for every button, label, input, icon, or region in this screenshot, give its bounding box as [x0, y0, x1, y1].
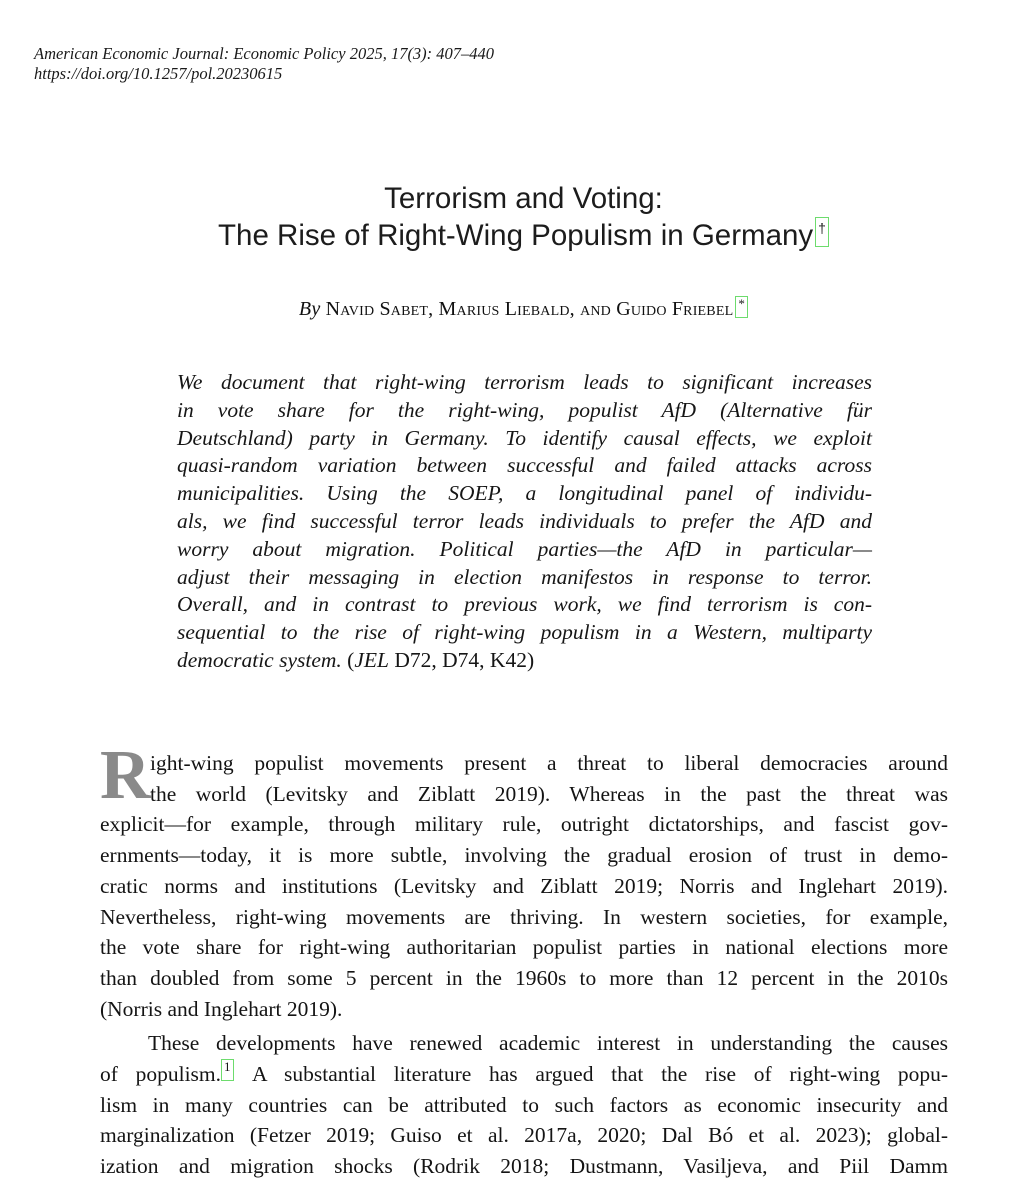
abstract-line: sequential to the rise of right-wing populism in a Western, multiparty: [177, 620, 872, 645]
body-line: explicit—for example, through military rule, outright dictatorships, and fascist gov-: [100, 812, 948, 837]
journal-header: [34, 44, 494, 84]
footnote-1-marker[interactable]: 1: [221, 1059, 234, 1081]
body-line: marginalization (Fetzer 2019; Guiso et al. 2017a, 2020; Dal Bó et al. 2023); global-: [100, 1123, 948, 1148]
abstract-line: Overall, and in contrast to previous work, we find terrorism is con-: [177, 592, 872, 617]
jel-code-list: D72, D74, K42): [394, 647, 535, 672]
body-line: ight-wing populist movements present a threat to liberal democracies around: [150, 751, 948, 775]
jel-codes: [347, 648, 534, 672]
body-line: Nevertheless, right-wing movements are thriving. In western societies, for example,: [100, 904, 948, 929]
body-line-with-footnote: [100, 1059, 948, 1090]
title-line-2: [0, 217, 1023, 254]
body-line: lism in many countries can be attributed to such factors as economic insecurity and: [100, 1092, 948, 1117]
doi-link[interactable]: https://doi.org/10.1257/pol.20230615: [34, 64, 283, 83]
abstract-line: quasi-random variation between successful and failed attacks across: [177, 453, 872, 478]
jel-open-paren: (: [347, 647, 355, 672]
abstract-last-line: [177, 647, 872, 675]
footnote-prefix-text: of populism.: [100, 1062, 222, 1087]
body-text: [100, 737, 948, 1182]
title-line-1: Terrorism and Voting:: [384, 182, 663, 215]
abstract-last-text: democratic system.: [177, 647, 342, 672]
body-line: the world (Levitsky and Ziblatt 2019). Whereas in the past the threat was: [150, 781, 948, 806]
paper-title: [0, 180, 1023, 254]
drop-cap: R: [100, 737, 151, 814]
body-line: cratic norms and institutions (Levitsky and Ziblatt 2019; Norris and Inglehart 2019).: [100, 873, 948, 898]
abstract-line: in vote share for the right-wing, populist AfD (Alternative für: [177, 397, 872, 422]
body-line: than doubled from some 5 percent in the 1960s to more than 12 percent in the 2010s: [100, 965, 948, 990]
author-names: Navid Sabet, Marius Liebald, and Guido Friebel: [325, 298, 734, 320]
body-line: ernments—today, it is more subtle, involving the gradual erosion of trust in demo-: [100, 843, 948, 868]
abstract-line: We document that right-wing terrorism leads to significant increases: [177, 370, 872, 394]
title-line-2-text: The Rise of Right-Wing Populism in Germany: [218, 219, 814, 252]
abstract: [177, 369, 872, 675]
abstract-line: adjust their messaging in election manifestos in response to terror.: [177, 564, 872, 589]
body-line: These developments have renewed academic interest in understanding the causes: [148, 1031, 948, 1056]
author-line: [0, 296, 1023, 322]
title-footnote-marker[interactable]: †: [815, 217, 829, 247]
abstract-line: municipalities. Using the SOEP, a longitudinal panel of individu-: [177, 481, 872, 506]
body-line: ization and migration shocks (Rodrik 2018; Dustmann, Vasiljeva, and Piil Damm: [100, 1154, 948, 1179]
body-line: the vote share for right-wing authoritarian populist parties in national elections more: [100, 935, 948, 960]
journal-citation: American Economic Journal: Economic Policy 2025, 17(3): 407–440: [34, 44, 495, 63]
author-footnote-marker[interactable]: *: [735, 296, 748, 318]
abstract-line: worry about migration. Political parties—the AfD in particular—: [177, 536, 872, 561]
body-line: (Norris and Inglehart 2019).: [100, 996, 343, 1021]
jel-label: JEL: [354, 647, 389, 672]
by-label: By: [298, 298, 321, 320]
abstract-line: als, we find successful terror leads individuals to prefer the AfD and: [177, 508, 872, 533]
footnote-suffix-text: A substantial literature has argued that the rise of right-wing popu-: [235, 1062, 948, 1087]
abstract-line: Deutschland) party in Germany. To identify causal effects, we exploit: [177, 425, 872, 450]
